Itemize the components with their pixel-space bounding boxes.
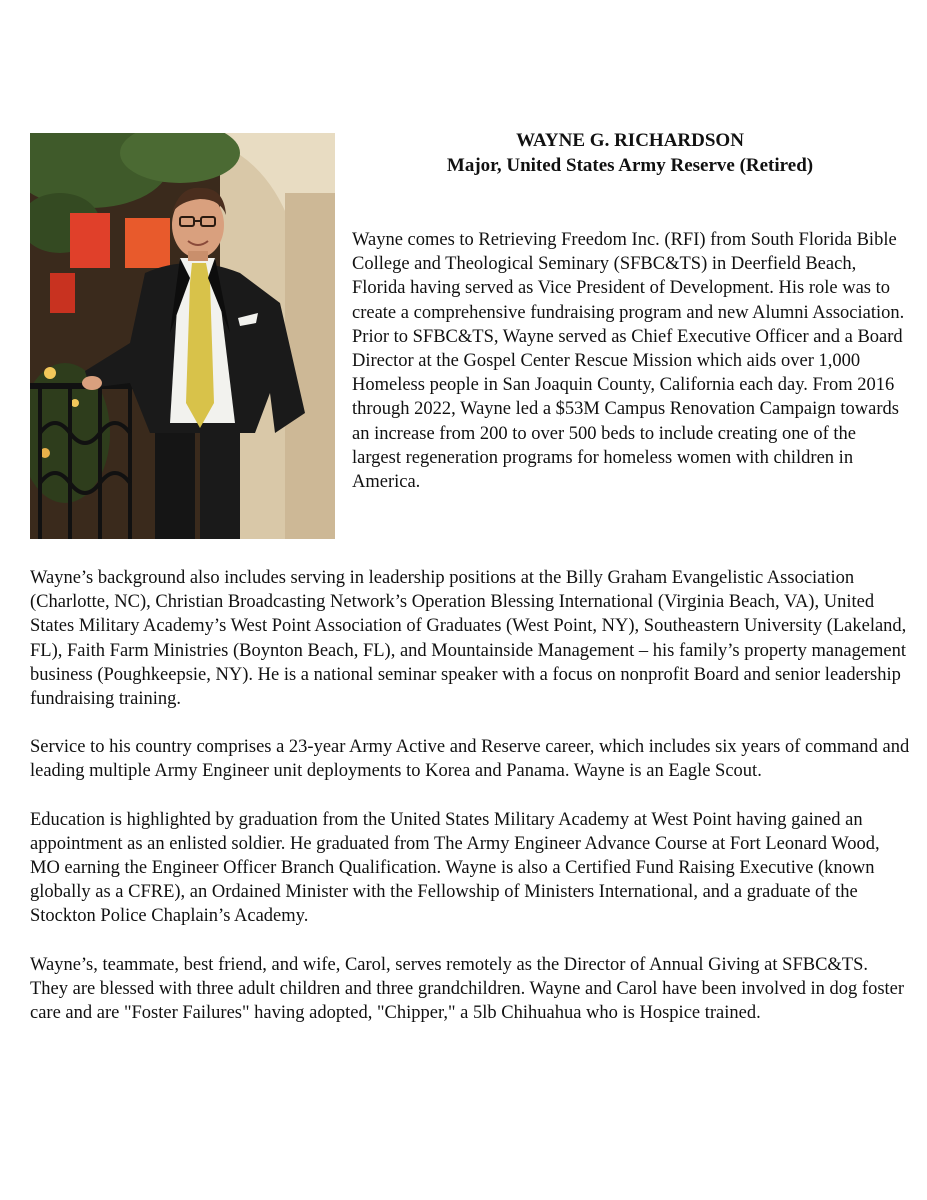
portrait-illustration: [30, 133, 335, 539]
paragraph-family: Wayne’s, teammate, best friend, and wife, Carol, serves remotely as the Director of Annual Giving at SFBC&TS. They are blessed with three adult children and three grandchildren. Wayne and Carol have been involved in dog foster care and are "Foster Failures" having adopted, "Chipper," a 5lb Chihuahua who is Hospice trained.: [30, 954, 905, 1024]
paragraph-education: Education is highlighted by graduation from the United States Military Academy at West Point having gained an appointment as an enlisted soldier. He graduated from The Army Engineer Advance Course at Fort Leonard Wood, MO earning the Engineer Officer Branch Qualification. Wayne is also a Certified Fund Raising Executive (known globally as a CFRE), an Ordained Minister with the Fellowship of Ministers International, and a graduate of the Stockton Police Chaplain’s Academy.: [30, 809, 880, 927]
person-name: WAYNE G. RICHARDSON: [516, 130, 744, 151]
person-title: Major, United States Army Reserve (Retired): [446, 155, 814, 176]
intro-paragraph-rfi: Wayne comes to Retrieving Freedom Inc. (RFI) from South Florida Bible College and Theological Seminary (SFBC&TS) in Deerfield Beach, Florida having served as Vice President of Development. His role was to create a comprehensive fundraising program and new Alumni Association.: [352, 230, 905, 323]
intro-paragraph-rescue-mission: Prior to SFBC&TS, Wayne served as Chief Executive Officer and a Board Director at the Gospel Center Rescue Mission which aids over 1,000 Homeless people in San Joaquin County, California each day. From 2016 through 2022, Wayne led a $53M Campus Renovation Campaign towards an increase from 200 to over 500 beds to include creating one of the largest regeneration programs for homeless women with children in America.: [352, 326, 903, 493]
bio-body: [30, 566, 910, 1049]
intro-section: [352, 228, 907, 494]
bio-header: [350, 128, 910, 178]
paragraph-service: Service to his country comprises a 23-year Army Active and Reserve career, which includes six years of command and leading multiple Army Engineer unit deployments to Korea and Panama. Wayne is an Eagle Scout.: [30, 737, 910, 782]
paragraph-background: Wayne’s background also includes serving in leadership positions at the Billy Graham Evangelistic Association (Charlotte, NC), Christian Broadcasting Network’s Operation Blessing International (Virginia Beach, VA), United States Military Academy’s West Point Association of Graduates (West Point, NY), Southeastern University (Lakeland, FL), Faith Farm Ministries (Boynton Beach, FL), and Mountainside Management – his family’s property management business (Poughkeepsie, NY). He is a national seminar speaker with a focus on nonprofit Board and senior leadership fundraising training.: [30, 568, 907, 710]
portrait-photo: [30, 133, 335, 539]
